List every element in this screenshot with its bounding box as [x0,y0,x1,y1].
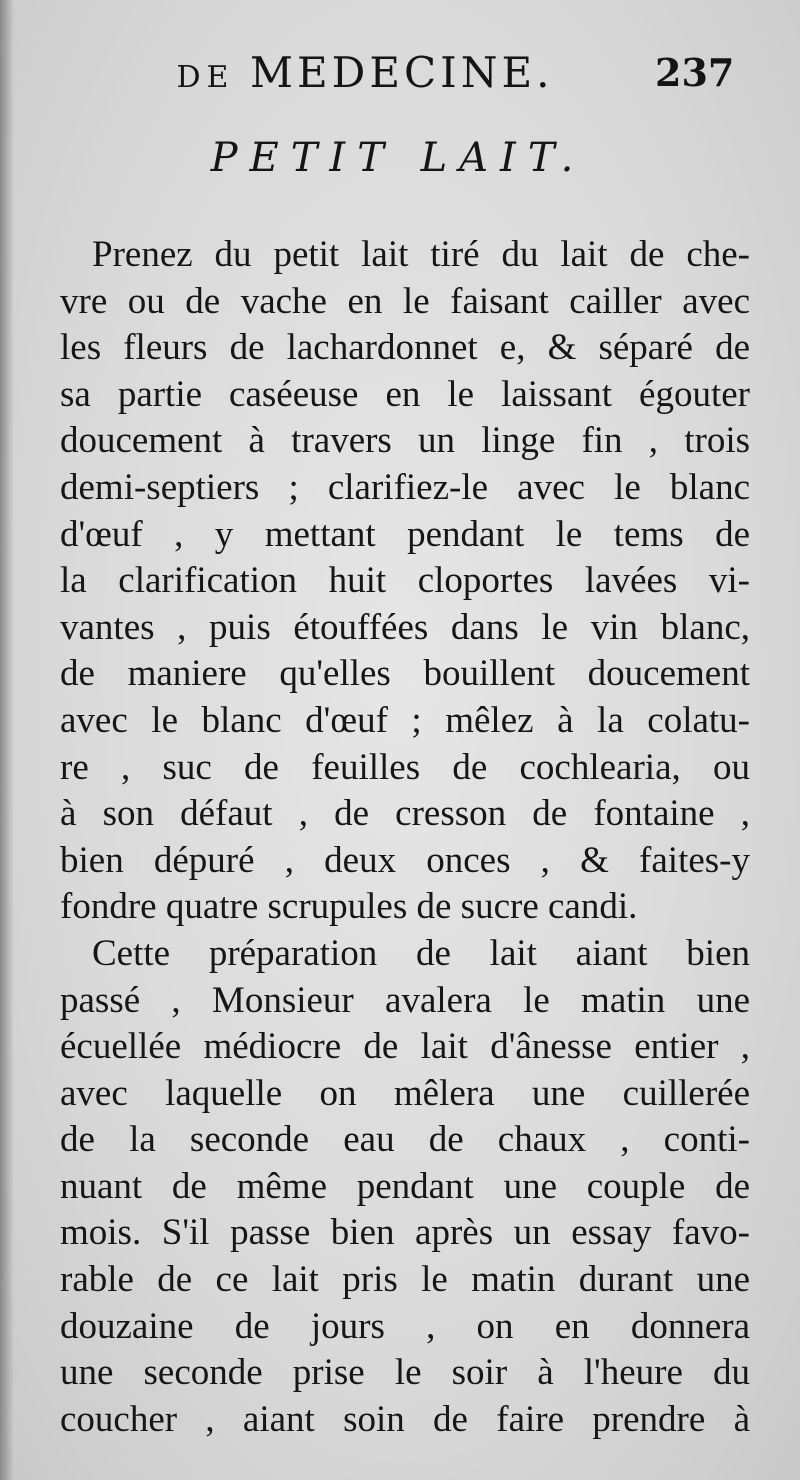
running-head [150,48,580,97]
section-title: PETIT LAIT. [210,135,586,181]
paragraph-2 [60,931,750,1444]
text-line: d'œuf , y mettant pendant le tems de [60,513,750,555]
text-line: re , suc de feuilles de cochlearia, ou [60,746,750,788]
text-line: la clarification huit cloportes lavées vi- [60,560,750,602]
text-line: demi-septiers ; clarifiez-le avec le blanc [60,466,750,508]
page-number: 237 [655,50,735,95]
text-line: doucement à travers un linge fin , trois [60,420,750,462]
text-line: rable de ce lait pris le matin durant une [60,1259,750,1301]
text-line: avec laquelle on mêlera une cuillerée [60,1072,750,1114]
text-line: mois. S'il passe bien après un essay favo- [60,1212,750,1254]
text-line: douzaine de jours , on en donnera [60,1305,750,1347]
text-line: les fleurs de lachardonnet e, & séparé de [60,327,750,369]
paragraph-1 [60,232,750,931]
running-head-word: MEDECINE. [250,48,554,97]
text-line: sa partie caséeuse en le laissant égouter [60,373,750,415]
text-line: Cette préparation de lait aiant bien [92,932,750,974]
text-line: de la seconde eau de chaux , conti- [60,1119,750,1161]
text-line: passé , Monsieur avalera le matin une [60,979,750,1021]
text-line: coucher , aiant soin de faire prendre à [60,1398,750,1440]
text-line: écuellée médiocre de lait d'ânesse entier , [60,1026,750,1068]
text-line: bien dépuré , deux onces , & faites-y [60,839,750,881]
body-text [60,232,750,1443]
text-line: une seconde prise le soir à l'heure du [60,1352,750,1394]
text-line: avec le blanc d'œuf ; mêlez à la colatu- [60,699,750,741]
text-line: vre ou de vache en le faisant cailler avec [60,280,750,322]
gutter-shadow [0,0,14,1480]
running-head-prefix: DE [176,60,235,95]
text-line: de maniere qu'elles bouillent doucement [60,653,750,695]
text-line: nuant de même pendant une couple de [60,1165,750,1207]
text-line: fondre quatre scrupules de sucre candi. [60,886,638,928]
text-line: à son défaut , de cresson de fontaine , [60,793,750,835]
text-line: vantes , puis étouffées dans le vin blanc, [60,606,750,648]
text-line: Prenez du petit lait tiré du lait de che- [92,234,750,275]
